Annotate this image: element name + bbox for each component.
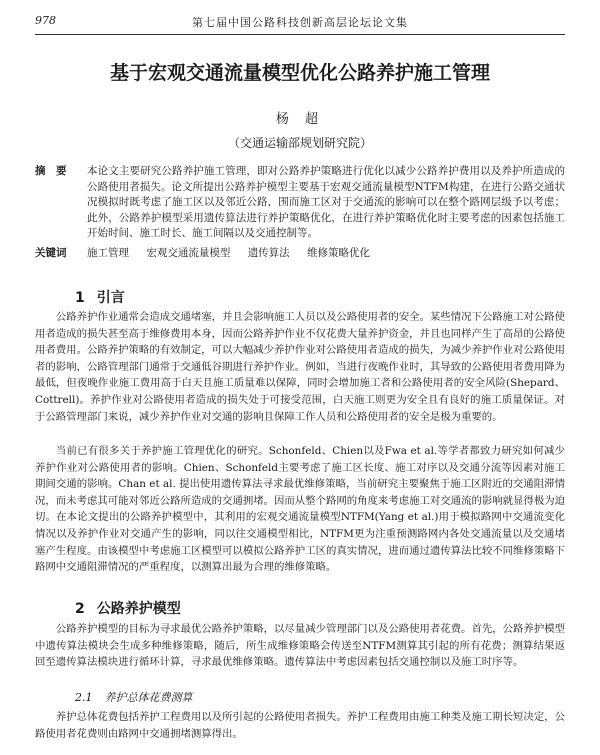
author: 杨 超 <box>275 112 325 127</box>
keywords-label: 关键词 <box>35 247 67 259</box>
paper-title: 基于宏观交通流量模型优化公路养护施工管理 <box>109 62 490 84</box>
subsection-heading <box>75 689 193 705</box>
page-number: 978 <box>35 14 56 27</box>
keyword: 宏观交通流量模型 <box>146 247 231 259</box>
abstract <box>35 164 565 242</box>
running-header <box>35 12 565 35</box>
body-paragraph: 公路养护作业通常会造成交通堵塞，并且会影响施工人员以及公路使用者的安全。某些情况下公路施工对公路使用者造成的损失甚至高于维修费用本身，因而公路养护作业不仅花费大量养护资金，并且也同样产生了高昂的公路使用者费用。公路养护策略的有效制定，可以大幅减少养护作业对公路使用者造成的损失，为减少养护作业对公路使用者的影响，公路管理部门通常于交通低谷期进行养护作业。例如，当进行夜晚作业时，其导致的公路使用者费用降为最低，但夜晚作业施工费用高于白天且施工质量难以保障，同时会增加施工者和公路使用者的安全风险(Shepard、Cottrell)。养护作业对公路使用者造成的损失处于可接受范围，白天施工则更为安全且有良好的施工质量保证。对于公路管理部门来说，减少养护作业对交通的影响且保障工作人员和公路使用者的安全是极为重要的。 <box>35 311 565 423</box>
body-paragraph: 公路养护模型的目标为寻求最优公路养护策略，以尽量减少管理部门以及公路使用者花费。首先，公路养护模型中遗传算法模块会生成多种维修策略，随后，所生成维修策略会传送至NTFM测算其引起的所有花费；测算结果返回至遗传算法模块进行循环计算，寻求最优维修策略。遗传算法中考虑因素包括交通控制以及施工时序等。 <box>35 623 565 669</box>
keywords <box>35 246 565 262</box>
section-heading-intro <box>75 287 125 307</box>
keyword: 遗传算法 <box>247 247 290 259</box>
keyword: 施工管理 <box>87 247 129 259</box>
section-number: 2 <box>75 601 85 617</box>
body-paragraph: 养护总体花费包括养护工程费用以及所引起的公路使用者损失。养护工程费用由施工种类及施工期长短决定，公路使用者花费则由路网中交通拥堵测算得出。 <box>35 711 565 740</box>
abstract-text: 本论文主要研究公路养护施工管理，即对公路养护策略进行优化以减少公路养护费用以及养护所造成的公路使用者损失。论文所提出公路养护模型主要基于宏观交通流量模型NTFM构建，在进行公路交通状况模拟时既考虑了施工区以及邻近公路，围而施工区对于交通流的影响可以在整个路网层级予以考虑；此外，公路养护模型采用遗传算法进行养护策略优化，在进行养护策略优化时主要考虑的因素包括施工开始时间、施工时长、施工间隔以及交通控制等。 <box>87 165 565 239</box>
subsection-title: 养护总体花费测算 <box>104 691 193 704</box>
section-heading-model <box>75 598 181 618</box>
section-number: 1 <box>75 290 85 306</box>
abstract-label: 摘 要 <box>35 165 67 177</box>
keyword: 维修策略优化 <box>307 247 371 259</box>
keywords-list <box>87 246 565 262</box>
journal-title: 第七届中国公路科技创新高层论坛论文集 <box>192 16 408 29</box>
subsection-number: 2.1 <box>75 691 93 704</box>
affiliation: （交通运输部规划研究院） <box>227 136 372 150</box>
section-title: 引言 <box>96 290 125 306</box>
body-paragraph: 当前已有很多关于养护施工管理优化的研究。Schonfeld、Chien以及Fwa et al.等学者都致力研究如何减少养护作业对公路使用者的影响。Chien、Schonfeld主要考虑了施工区长度、施工对序以及交通分流等因素对施工期间交通的影响。Chan et al. 提出使用遗传算法寻求最优维修策略，当前研究主要聚焦于施工区附近的交通阻滞情况，而未考虑其可能对邻近公路所造成的交通拥堵。因而从整个路网的角度来考虑施工对交通流的影响就显得极为迫切。在本论文提出的公路养护模型中，其利用的宏观交通流量模型NTFM(Yang et al.)用于模拟路网中交通流变化情况以及养护作业对交通产生的影响，同以往交通模型相比，NTFM更为注重预测路网内各处交通流量以及交通堵塞产生程度。由该模型中考虑施工区模型可以模拟公路养护工区的真实情况，进而通过遗传算法比较不同维修策略下路网中交通阻滞情况的严重程度，以测算出最为合理的维修策略。 <box>35 445 565 574</box>
section-title: 公路养护模型 <box>96 601 181 617</box>
